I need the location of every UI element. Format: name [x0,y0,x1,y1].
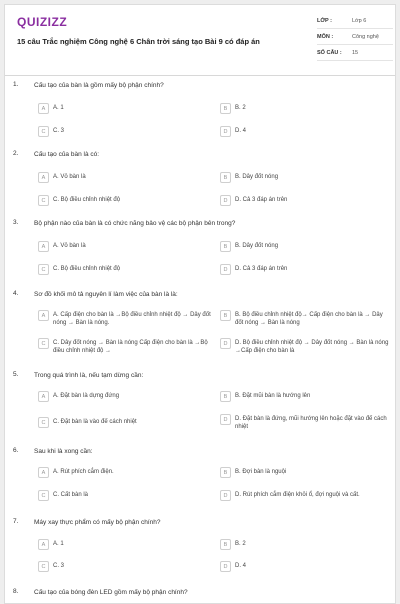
option-letter: A [38,391,49,402]
option-d[interactable] [220,338,390,355]
option-text: B. Đặt mũi bàn là hướng lên [235,393,311,399]
question-text: Cấu tạo của bàn là gồm mấy bộ phận chính? [34,82,164,89]
option-letter: D [220,338,231,349]
option-letter: B [220,467,231,478]
quizizz-logo: QUIZIZZ [17,15,68,29]
option-text: D. 4 [235,563,247,569]
question-number: 5. [13,371,19,378]
option-text: A. 1 [53,105,64,111]
option-letter: B [220,539,231,550]
option-d[interactable] [220,561,390,572]
option-a[interactable] [38,310,213,327]
question-text: Sau khi là xong cần: [34,448,93,455]
option-letter: A [38,310,49,321]
option-c[interactable] [38,264,213,275]
option-letter: D [220,195,231,206]
option-text: C. 3 [53,128,65,134]
option-letter: C [38,338,49,349]
option-b[interactable] [220,391,390,402]
option-c[interactable] [38,126,213,137]
option-text: B. Dây đốt nóng [235,243,279,249]
option-letter: D [220,126,231,137]
quiz-header [5,5,395,76]
option-letter: B [220,241,231,252]
option-letter: B [220,103,231,114]
option-b[interactable] [220,241,390,252]
meta-key: MÔN : [317,33,334,40]
question-text: Máy xay thực phẩm có mấy bộ phận chính? [34,519,161,526]
option-text: A. Vỏ bàn là [53,243,86,249]
quiz-meta-table [317,13,393,61]
option-text: B. 2 [235,541,246,547]
option-text: C. Bộ điều chỉnh nhiệt độ [53,266,121,272]
option-text: A. Rút phích cắm điện. [53,469,114,475]
option-c[interactable] [38,490,213,501]
option-letter: D [220,414,231,425]
meta-value: 15 [352,49,359,56]
option-text: D. Cả 3 đáp án trên [235,266,288,272]
option-text: B. 2 [235,105,246,111]
option-letter: C [38,417,49,428]
option-text: D. Rút phích cắm điện khỏi ổ, đợi nguội và cất. [235,492,360,498]
option-letter: C [38,264,49,275]
question-text: Cấu tạo của bàn là có: [34,151,100,158]
option-a[interactable] [38,391,213,402]
option-text: B. Đợi bàn là nguội [235,469,287,475]
page-title: 15 câu Trắc nghiệm Công nghệ 6 Chân trời sáng tạo Bài 9 có đáp án [17,37,260,46]
option-letter: A [38,172,49,183]
option-d[interactable] [220,414,390,431]
option-text: C. 3 [53,563,65,569]
question-number: 6. [13,447,19,454]
option-letter: B [220,172,231,183]
option-c[interactable] [38,561,213,572]
option-text: B. Bộ điều chỉnh nhiệt độ→ Cấp điện cho bàn là → Dây đốt nóng → Bàn là nóng [235,312,383,326]
option-d[interactable] [220,126,390,137]
option-letter: B [220,310,231,321]
option-letter: A [38,539,49,550]
meta-row-subject [317,29,393,45]
option-d[interactable] [220,264,390,275]
option-letter: D [220,490,231,501]
quiz-page [4,4,396,604]
option-text: C. Cất bàn là [53,492,89,498]
option-letter: A [38,467,49,478]
question-text: Bộ phận nào của bàn là có chức năng bảo vệ các bộ phận bên trong? [34,220,236,227]
option-b[interactable] [220,310,390,327]
question-text: Trong quá trình là, nếu tạm dừng cần: [34,372,144,379]
meta-key: LỚP : [317,17,332,24]
option-text: A. Đặt bàn là dựng đứng [53,393,120,399]
option-c[interactable] [38,338,213,355]
meta-row-count [317,45,393,61]
option-a[interactable] [38,539,213,550]
question-number: 2. [13,150,19,157]
option-text: D. Cả 3 đáp án trên [235,197,288,203]
question-number: 3. [13,219,19,226]
option-a[interactable] [38,172,213,183]
option-b[interactable] [220,539,390,550]
meta-value: Công nghệ [352,33,379,40]
option-d[interactable] [220,490,390,501]
option-text: D. Đặt bàn là đứng, mũi hướng lên hoặc đặt vào đế cách nhiệt [235,416,387,430]
option-b[interactable] [220,172,390,183]
option-text: A. 1 [53,541,64,547]
question-text: Sơ đồ khối mô tả nguyên lí làm việc của bàn là là: [34,291,178,298]
question-number: 1. [13,81,19,88]
option-c[interactable] [38,417,213,428]
option-letter: C [38,126,49,137]
question-text: Cấu tạo của bóng đèn LED gồm mấy bộ phận chính? [34,589,188,596]
option-letter: C [38,490,49,501]
option-letter: C [38,561,49,572]
option-a[interactable] [38,103,213,114]
option-b[interactable] [220,103,390,114]
meta-row-class [317,13,393,29]
option-text: C. Dây đốt nóng → Bàn là nóng Cấp điện cho bàn là →Bộ điều chỉnh nhiệt độ → [53,340,208,354]
option-letter: A [38,103,49,114]
meta-key: SỐ CÂU : [317,49,342,56]
option-text: A. Vỏ bàn là [53,174,86,180]
option-text: B. Dây đốt nóng [235,174,279,180]
question-number: 7. [13,518,19,525]
option-letter: D [220,561,231,572]
question-number: 4. [13,290,19,297]
option-a[interactable] [38,467,213,478]
option-text: D. Bộ điều chỉnh nhiệt độ → Dây đốt nóng → Bàn là nóng →Cấp điện cho bàn là [235,340,389,354]
option-letter: B [220,391,231,402]
option-text: D. 4 [235,128,247,134]
option-text: C. Bộ điều chỉnh nhiệt độ [53,197,121,203]
option-text: A. Cấp điện cho bàn là →Bộ điều chỉnh nhiệt độ → Dây đốt nóng → Bàn là nóng. [53,312,211,326]
option-b[interactable] [220,467,390,478]
option-c[interactable] [38,195,213,206]
option-d[interactable] [220,195,390,206]
option-letter: C [38,195,49,206]
option-letter: D [220,264,231,275]
meta-value: Lớp 6 [352,17,367,24]
option-a[interactable] [38,241,213,252]
question-number: 8. [13,588,19,595]
option-text: C. Đặt bàn là vào đế cách nhiệt [53,419,137,425]
option-letter: A [38,241,49,252]
